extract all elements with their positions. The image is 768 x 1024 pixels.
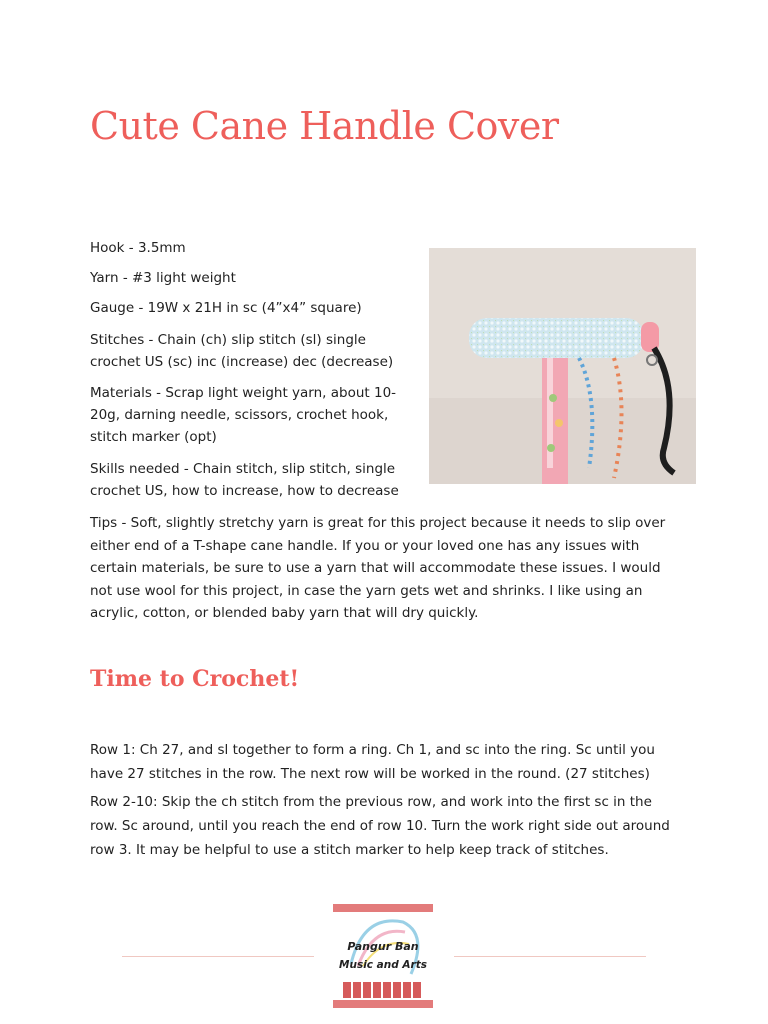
cane-illustration — [429, 248, 696, 484]
cane-handle-photo — [429, 248, 696, 484]
spec-hook: Hook - 3.5mm — [90, 240, 186, 256]
spec-stitches: Stitches - Chain (ch) slip stitch (sl) single crochet US (sc) inc (increase) dec (decrease) — [90, 332, 394, 370]
logo-graphic — [333, 904, 433, 1008]
row-instruction: Row 1: Ch 27, and sl together to form a ring. Ch 1, and sc into the ring. Sc until you have 27 stitches in the row. The next row will be worked in the round. (27 stitches) — [90, 742, 655, 782]
row-instruction: Row 2-10: Skip the ch stitch from the previous row, and work into the first sc in the row. Sc around, until you reach the end of row 10. Turn the work right side out around row 3. It may be helpful to use a stitch marker to help keep track of stitches. — [90, 794, 670, 858]
spec-gauge: Gauge - 19W x 21H in sc (4”x4” square) — [90, 300, 362, 316]
footer-divider-right — [454, 956, 646, 957]
page-title: Cute Cane Handle Cover — [90, 104, 559, 148]
logo-line-1: Pangur Ban — [347, 940, 419, 953]
section-heading: Time to Crochet! — [90, 666, 300, 692]
logo-line-2: Music and Arts — [339, 959, 427, 971]
spec-materials: Materials - Scrap light weight yarn, about 10-20g, darning needle, scissors, crochet hook, stitch marker (opt) — [90, 385, 397, 445]
pangur-ban-logo — [333, 904, 433, 1008]
footer-divider-left — [122, 956, 314, 957]
tips-paragraph: Tips - Soft, slightly stretchy yarn is great for this project because it needs to slip over either end of a T-shape cane handle. If you or your loved one has any issues with certain materials, be sure to use a yarn that will accommodate these issues. I would not use wool for this project, in case the yarn gets wet and shrinks. I like using an acrylic, cotton, or blended baby yarn that will dry quickly. — [90, 515, 666, 621]
spec-skills: Skills needed - Chain stitch, slip stitch, single crochet US, how to increase, how to decrease — [90, 461, 399, 499]
spec-yarn: Yarn - #3 light weight — [90, 270, 236, 286]
